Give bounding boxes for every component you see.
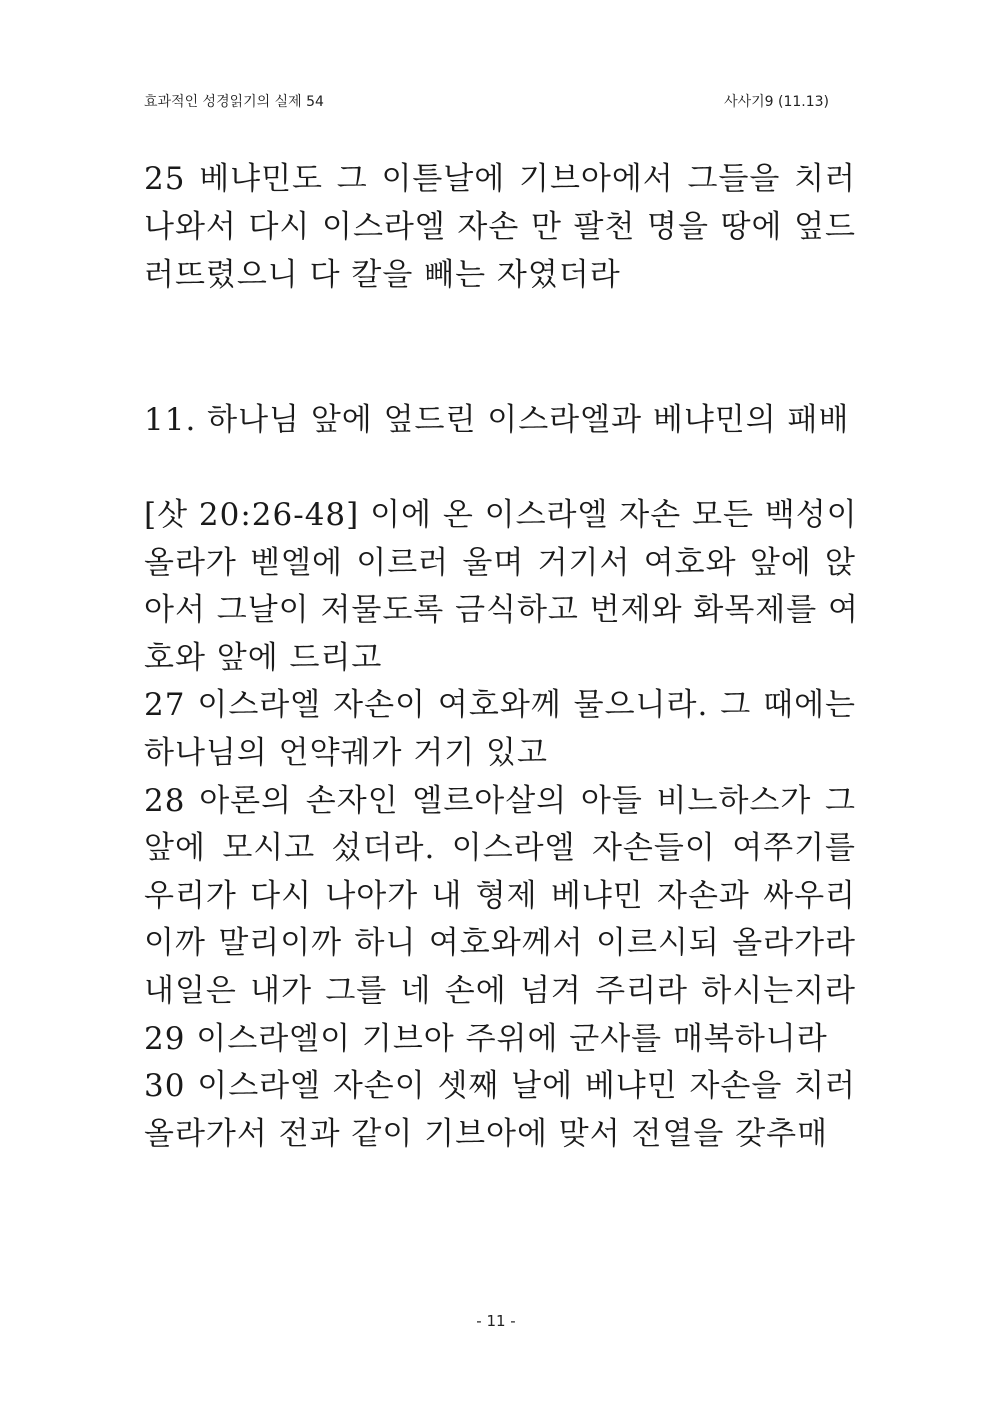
verse-25-paragraph (144, 156, 856, 299)
text-line: 25 베냐민도 그 이튿날에 기브아에서 그들을 치러 (144, 161, 856, 197)
text-line: 30 이스라엘 자손이 셋째 날에 베냐민 자손을 치러 (144, 1068, 856, 1105)
running-header-chapter: 사사기9 (11.13) (724, 94, 829, 110)
text-line: 27 이스라엘 자손이 여호와께 물으니라. 그 때에는 (144, 687, 856, 724)
text-line: 내일은 내가 그를 네 손에 넘겨 주리라 하시는지라 (144, 972, 856, 1009)
text-line: 앞에 모시고 섰더라. 이스라엘 자손들이 여쭈기를 (144, 830, 856, 867)
text-line: 29 이스라엘이 기브아 주위에 군사를 매복하니라 (144, 1020, 828, 1057)
text-line: 하나님의 언약궤가 거기 있고 (144, 734, 548, 771)
section-heading: 11. 하나님 앞에 엎드린 이스라엘과 베냐민의 패배 (144, 402, 850, 438)
text-line: 올라가서 전과 같이 기브아에 맞서 전열을 갖추매 (144, 1115, 829, 1152)
text-line: 러뜨렸으니 다 칼을 빼는 자였더라 (144, 256, 621, 293)
text-line: 호와 앞에 드리고 (144, 639, 383, 676)
running-header-title: 효과적인 성경읽기의 실제 54 (144, 94, 324, 110)
text-line: 올라가 벧엘에 이르러 울며 거기서 여호와 앞에 앉 (144, 544, 856, 581)
text-line: 나와서 다시 이스라엘 자손 만 팔천 명을 땅에 엎드 (144, 208, 856, 245)
text-line: 28 아론의 손자인 엘르아살의 아들 비느하스가 그 (144, 782, 856, 819)
page-number: - 11 - (476, 1312, 516, 1330)
text-line: 이까 말리이까 하니 여호와께서 이르시되 올라가라 (144, 925, 856, 962)
text-line: [삿 20:26-48] 이에 온 이스라엘 자손 모든 백성이 (144, 497, 858, 533)
text-line: 우리가 다시 나아가 내 형제 베냐민 자손과 싸우리 (144, 877, 856, 914)
text-line: 아서 그날이 저물도록 금식하고 번제와 화목제를 여 (144, 592, 859, 629)
scripture-passage (144, 492, 859, 1158)
